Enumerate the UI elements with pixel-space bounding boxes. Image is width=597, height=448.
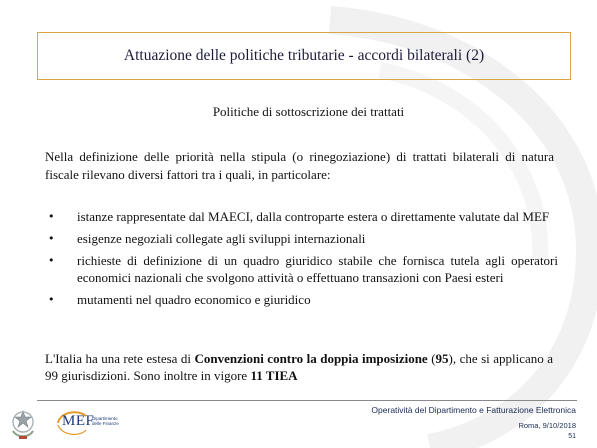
bullet-list: [45, 208, 558, 313]
list-item: [45, 252, 558, 286]
closing-text-2: (: [427, 351, 436, 366]
bullet-text: mutamenti nel quadro economico e giuridico: [77, 292, 311, 307]
footer-divider: [37, 400, 577, 401]
footer-date: Roma, 9/10/2018: [518, 421, 576, 430]
slide-title: Attuazione delle politiche tributarie - accordi bilaterali (2): [123, 47, 485, 64]
slide-subtitle: Politiche di sottoscrizione dei trattati: [212, 104, 405, 119]
bullet-text: richieste di definizione di un quadro giuridico stabile che fornisca tutela agli operatori economici nazionali che svolgono attività o effettuano transazioni con Paesi esteri: [77, 253, 558, 285]
closing-text-3: ), che si applicano a 99 giurisdizioni. Sono inoltre in vigore: [45, 351, 554, 383]
bullet-text: esigenze negoziali collegate agli sviluppi internazionali: [77, 231, 366, 246]
intro-paragraph: Nella definizione delle priorità nella stipula (o rinegoziazione) di trattati bilaterali di natura fiscale rilevano diversi fattori tra i quali, in particolare:: [45, 149, 554, 182]
closing-text-1: L'Italia ha una rete estesa di: [45, 351, 195, 366]
closing-bold-conventions: Convenzioni contro la doppia imposizione: [194, 351, 428, 366]
bullet-icon: •: [48, 293, 55, 306]
title-box: [37, 32, 571, 80]
closing-paragraph: [45, 350, 553, 384]
bullet-icon: •: [48, 232, 55, 245]
closing-bold-tiea: 11 TIEA: [250, 368, 298, 383]
bullet-icon: •: [48, 254, 55, 267]
bullet-icon: •: [48, 210, 55, 223]
page-number: 51: [568, 433, 576, 440]
list-item: [45, 291, 558, 308]
list-item: [45, 230, 558, 247]
italian-republic-emblem-icon: [8, 407, 38, 441]
bullet-text: istanze rappresentate dal MAECI, dalla controparte estera o direttamente valutate dal MEF: [77, 209, 550, 224]
mef-logo-text: MEF: [62, 413, 95, 429]
closing-bold-count: 95: [435, 351, 449, 366]
list-item: [45, 208, 558, 225]
footer-title: Operatività del Dipartimento e Fatturazione Elettronica: [371, 405, 576, 415]
mef-department-text: Dipartimento delle Finanze: [92, 416, 119, 426]
